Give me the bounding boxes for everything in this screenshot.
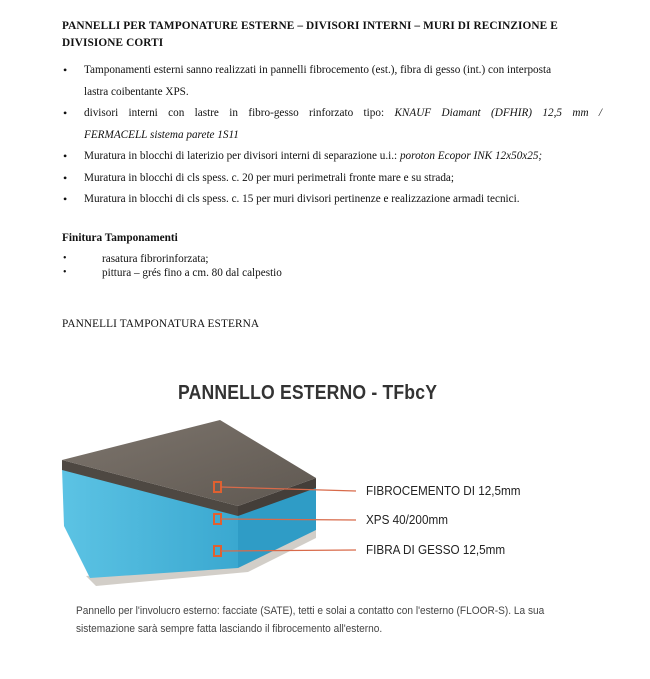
list-item-text: Muratura in blocchi di laterizio per divisori interni di separazione u.i.: — [84, 150, 400, 162]
list-item-text: Tamponamenti esterni sanno realizzati in pannelli fibrocemento (est.), fibra di gesso (int.) con interposta — [84, 64, 552, 76]
list-item-product: KNAUF Diamant (DFHIR) 12,5 mm / — [394, 107, 603, 119]
list-item — [62, 103, 602, 146]
figure-title: PANNELLO ESTERNO - TFbcY — [178, 382, 438, 404]
figure-caption — [76, 602, 554, 638]
label-xps: XPS 40/200mm — [366, 512, 448, 527]
section-label: PANNELLI TAMPONATURA ESTERNA — [62, 318, 260, 330]
page-heading-line-1: PANNELLI PER TAMPONATURE ESTERNE – DIVISORI INTERNI – MURI DI RECINZIONE E — [62, 20, 558, 32]
label-fibrocemento: FIBROCEMENTO DI 12,5mm — [366, 483, 521, 498]
finitura-list — [62, 252, 282, 280]
list-item — [62, 189, 602, 211]
panel-figure — [0, 340, 650, 679]
list-item-text: Muratura in blocchi di cls spess. c. 15 per muri divisori pertinenze e realizzazione armadi tecnici. — [84, 193, 520, 205]
figure-caption-line-2: sistemazione sarà sempre fatta lasciando il fibrocemento all'esterno. — [76, 623, 383, 635]
list-item — [62, 168, 602, 190]
specification-list — [62, 60, 602, 211]
list-item-product-cont: FERMACELL sistema parete 1S11 — [84, 128, 239, 141]
page-heading — [62, 18, 582, 52]
list-item — [62, 60, 602, 103]
finitura-title: Finitura Tamponamenti — [62, 232, 178, 244]
list-item — [62, 146, 602, 168]
page-heading-line-2: DIVISIONE CORTI — [62, 37, 164, 49]
list-item: • pittura – grés fino a cm. 80 dal calpestio — [62, 266, 282, 280]
list-item-line — [84, 103, 602, 125]
label-gesso: FIBRA DI GESSO 12,5mm — [366, 542, 506, 557]
list-item: • rasatura fibrorinforzata; — [62, 252, 282, 266]
list-item-product: poroton Ecopor INK 12x50x25; — [399, 150, 543, 162]
list-item-text: Muratura in blocchi di cls spess. c. 20 per muri perimetrali fronte mare e su strada; — [84, 171, 455, 184]
list-item-text-cont: lastra coibentante XPS. — [84, 85, 189, 98]
list-item-text: divisori interni con lastre in fibro-gesso rinforzato tipo: — [84, 107, 385, 119]
figure-caption-line-1: Pannello per l'involucro esterno: facciate (SATE), tetti e solai a contatto con l'esterno (FLOOR-S). La sua — [76, 605, 545, 617]
